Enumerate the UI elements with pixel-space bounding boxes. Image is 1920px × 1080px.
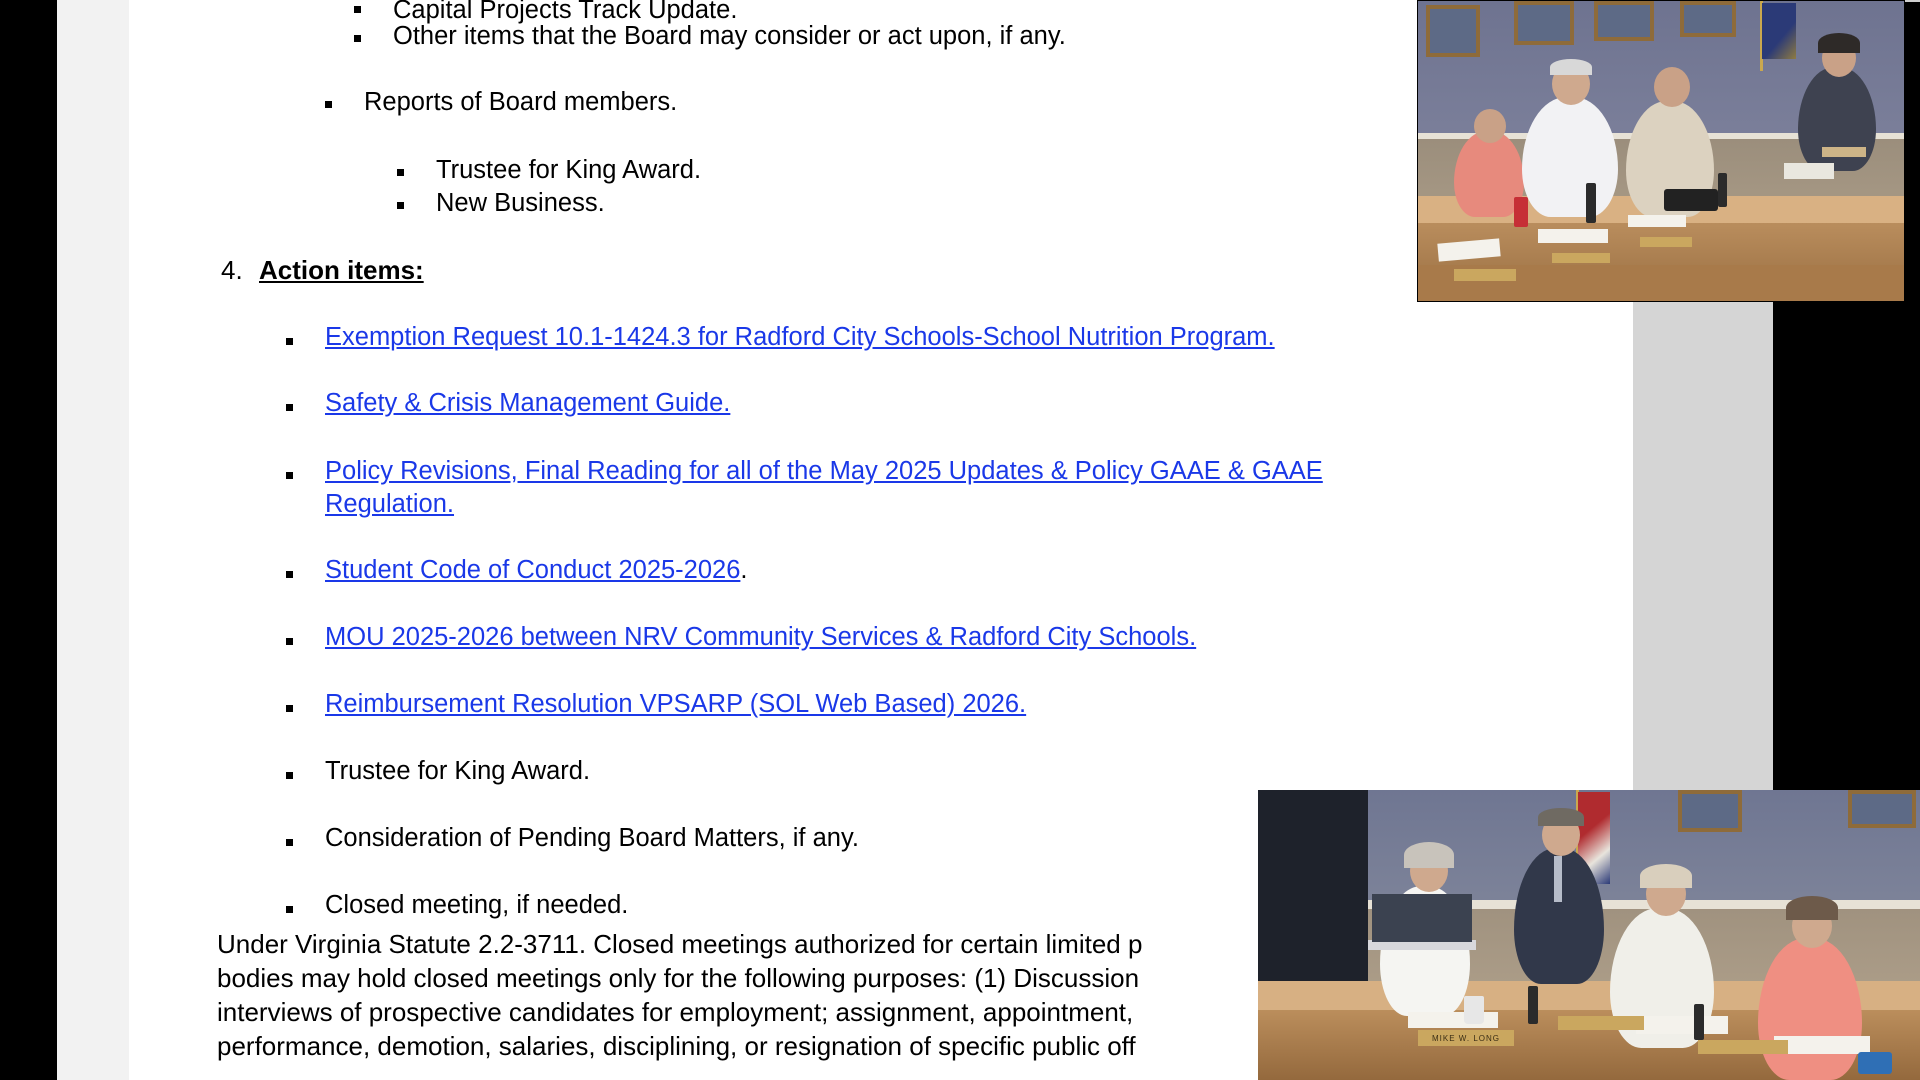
paper-stack: [1784, 163, 1834, 179]
action-item-period: .: [740, 556, 748, 584]
flag-icon: [1762, 3, 1796, 59]
bullet-icon: [286, 839, 293, 846]
video-feed-bottom[interactable]: [1258, 790, 1920, 1080]
agenda-line: New Business.: [436, 189, 605, 217]
action-item-link[interactable]: Safety & Crisis Management Guide.: [325, 389, 731, 417]
action-item-link[interactable]: Student Code of Conduct 2025-2026: [325, 556, 741, 584]
nameplate: [1558, 1016, 1644, 1030]
action-item-link[interactable]: MOU 2025-2026 between NRV Community Services & Radford City Schools.: [325, 623, 1197, 651]
action-item-link[interactable]: Reimbursement Resolution VPSARP (SOL Web Based) 2026.: [325, 690, 1027, 718]
microphone-icon: [1586, 183, 1596, 223]
paper-stack: [1636, 1016, 1728, 1034]
necktie: [1554, 856, 1562, 902]
section-title-wrap: [259, 255, 424, 286]
paper-stack: [1628, 215, 1686, 227]
tablet: [1858, 1052, 1892, 1074]
bullet-icon: [286, 638, 293, 645]
wall-frame-icon: [1514, 1, 1574, 45]
closing-paragraph-line: interviews of prospective candidates for employment; assignment, appointment,: [217, 997, 1134, 1027]
bullet-icon: [397, 202, 404, 209]
paper-stack: [1774, 1036, 1870, 1054]
microphone-icon: [1718, 173, 1727, 207]
bullet-icon: [286, 571, 293, 578]
agenda-line: Reports of Board members.: [364, 88, 678, 116]
wall-frame-icon: [1426, 5, 1480, 57]
bullet-icon: [397, 169, 404, 176]
bullet-icon: [286, 404, 293, 411]
closing-paragraph-line: Under Virginia Statute 2.2-3711. Closed meetings authorized for certain limited p: [217, 929, 1143, 959]
video-feed-top[interactable]: [1417, 0, 1905, 302]
paper-stack: [1408, 1012, 1498, 1028]
wall-frame-icon: [1848, 790, 1916, 828]
bullet-icon: [354, 6, 361, 13]
section-title: Action items:: [259, 255, 424, 285]
action-item-text: Closed meeting, if needed.: [325, 891, 629, 919]
microphone-icon: [1528, 986, 1538, 1024]
nameplate: [1698, 1040, 1788, 1054]
microphone-icon: [1694, 1004, 1704, 1040]
closing-paragraph-line: bodies may hold closed meetings only for the following purposes: (1) Discussion: [217, 963, 1140, 993]
attendee-hair: [1404, 842, 1454, 868]
attendee-head: [1474, 109, 1506, 143]
wall-frame-icon: [1594, 1, 1654, 41]
document-left-margin: [57, 0, 130, 1080]
action-item-link[interactable]: Policy Revisions, Final Reading for all of the May 2025 Updates & Policy GAAE & GAAE: [325, 457, 1323, 485]
nameplate: [1454, 269, 1516, 281]
attendee-head: [1654, 67, 1690, 107]
nameplate: MIKE W. LONG: [1418, 1030, 1514, 1046]
bullet-icon: [286, 472, 293, 479]
wall-frame-icon: [1680, 1, 1736, 37]
cup: [1464, 996, 1484, 1024]
attendee-hair: [1818, 33, 1860, 53]
attendee-hair: [1550, 59, 1592, 75]
bullet-icon: [286, 772, 293, 779]
nameplate: [1822, 147, 1866, 157]
wall-frame-icon: [1678, 790, 1742, 832]
attendee-figure: [1758, 938, 1862, 1080]
action-item-link-cont[interactable]: Regulation.: [325, 490, 455, 518]
section-number: 4.: [221, 255, 243, 285]
attendee-hair: [1538, 808, 1584, 826]
action-item-text: Trustee for King Award.: [325, 757, 591, 785]
action-item-row: [325, 555, 748, 585]
agenda-line: Other items that the Board may consider or act upon, if any.: [393, 22, 1066, 50]
bullet-icon: [286, 705, 293, 712]
attendee-figure: [1522, 97, 1618, 217]
bullet-icon: [354, 35, 361, 42]
attendee-hair: [1786, 896, 1838, 920]
action-item-link[interactable]: Exemption Request 10.1-1424.3 for Radford City Schools-School Nutrition Program.: [325, 323, 1275, 351]
action-item-text: Consideration of Pending Board Matters, if any.: [325, 824, 859, 852]
soda-can: [1514, 197, 1528, 227]
bullet-icon: [286, 906, 293, 913]
laptop-screen: [1372, 894, 1472, 942]
attendee-hair: [1640, 864, 1692, 888]
nameplate: [1640, 237, 1692, 247]
agenda-line: Trustee for King Award.: [436, 156, 702, 184]
bullet-icon: [325, 101, 332, 108]
closing-paragraph-line: performance, demotion, salaries, disciplining, or resignation of specific public off: [217, 1031, 1136, 1061]
nameplate: [1552, 253, 1610, 263]
bullet-icon: [286, 338, 293, 345]
paper-stack: [1538, 229, 1608, 243]
cut-off-line-top: Capital Projects Track Update.: [393, 0, 738, 24]
binder: [1664, 189, 1718, 211]
